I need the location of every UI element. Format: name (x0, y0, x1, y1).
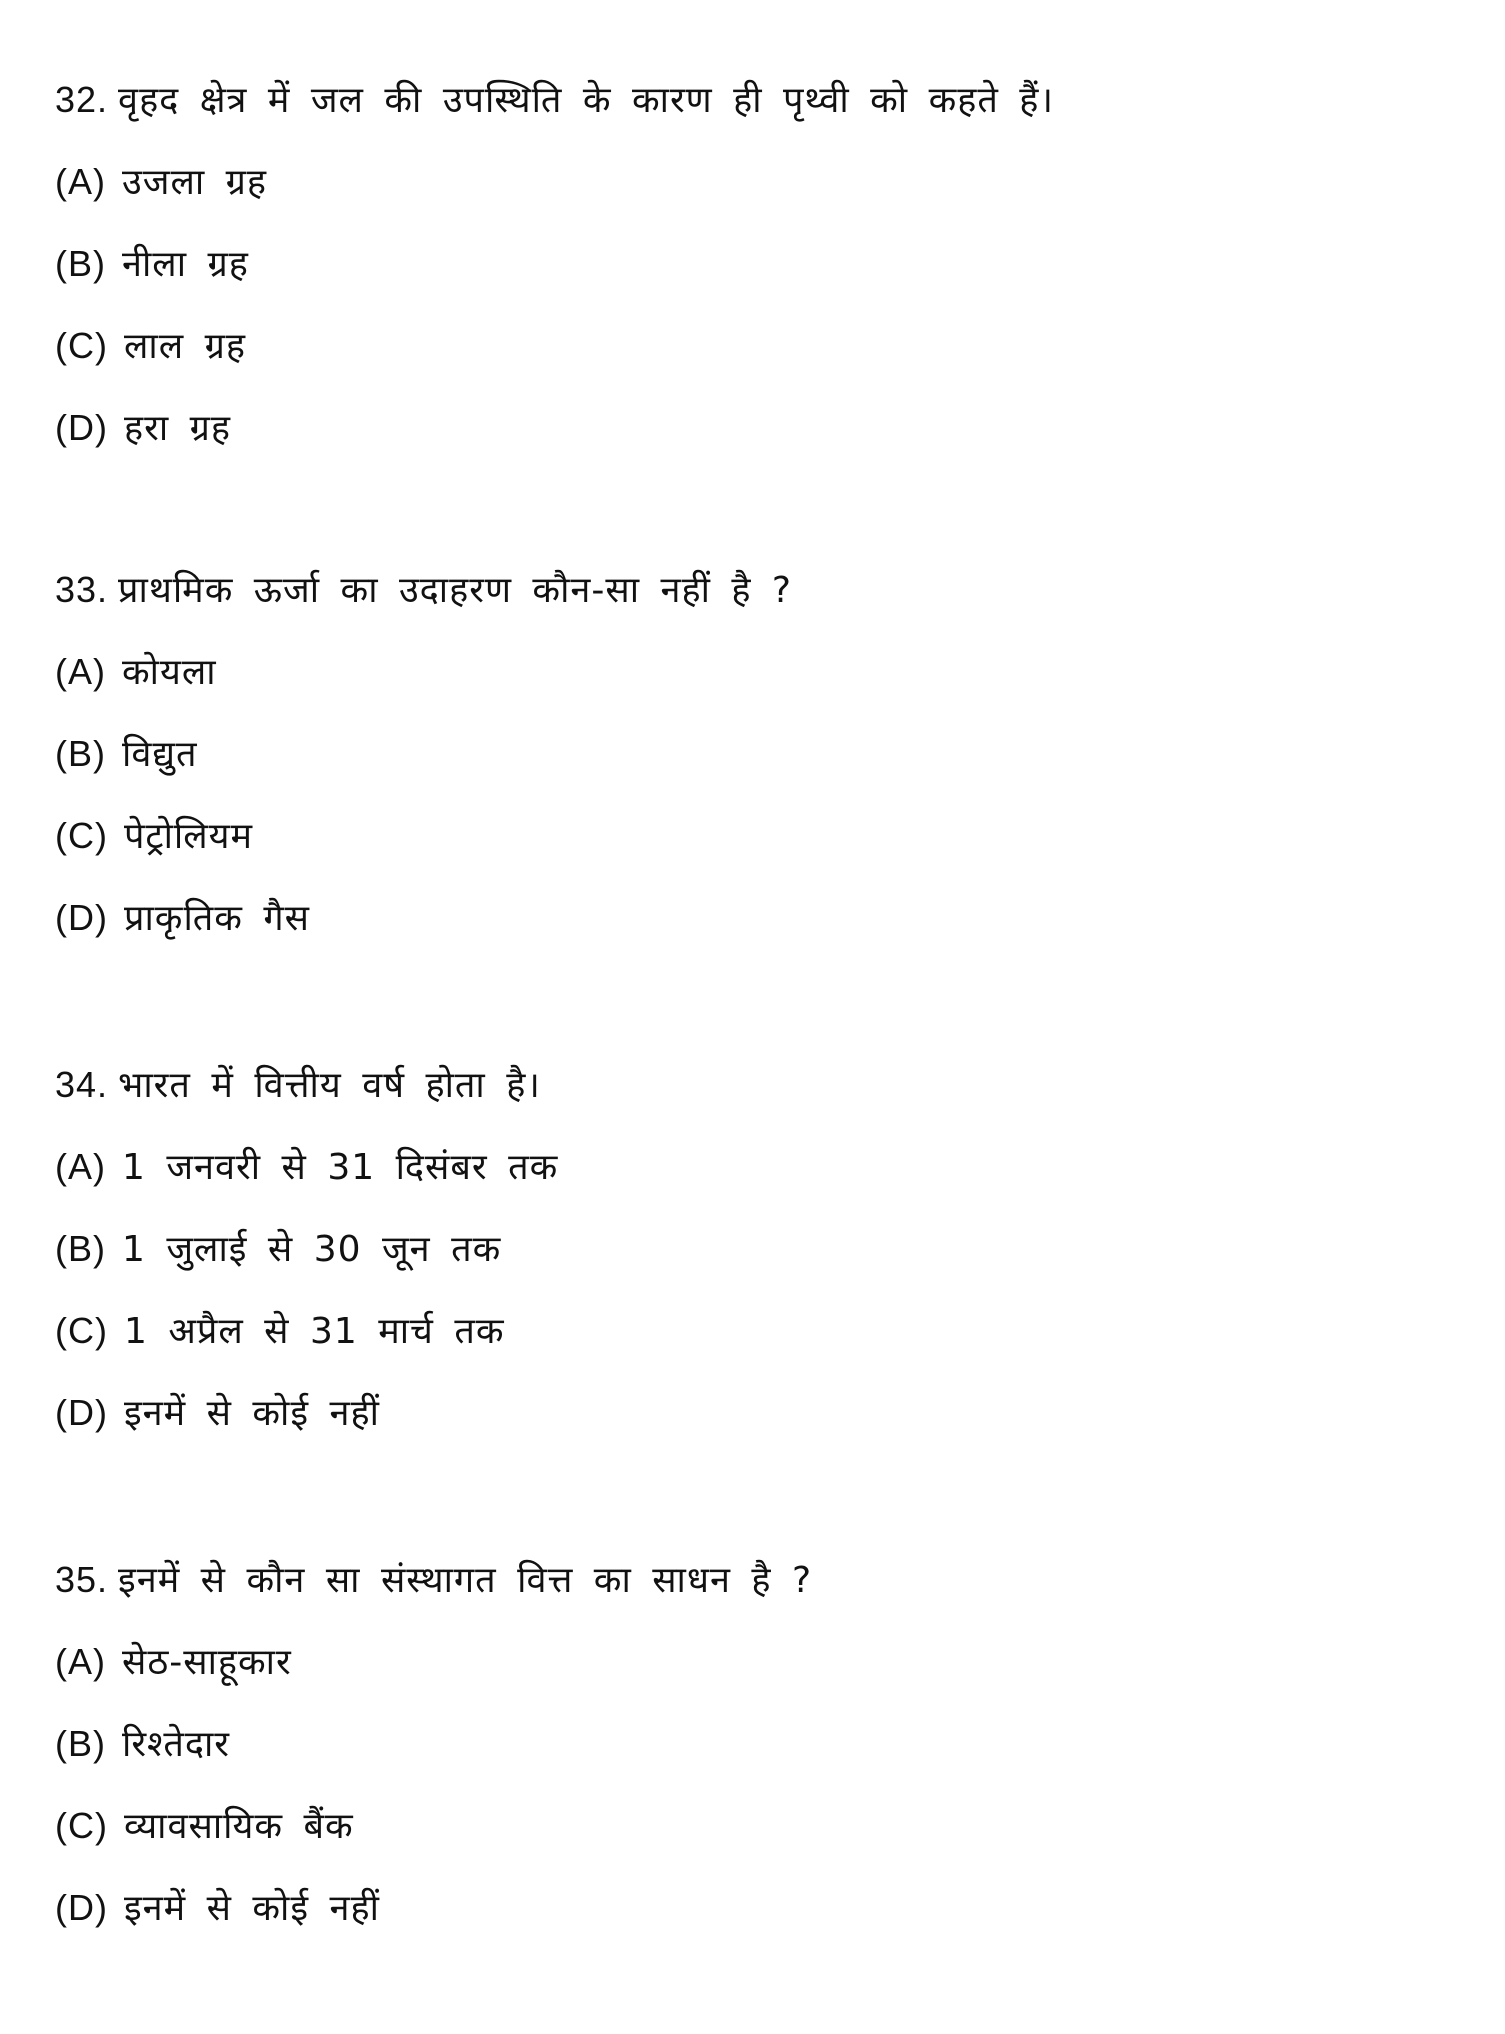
option-text: हरा ग्रह (123, 408, 232, 449)
option-text: इनमें से कोई नहीं (123, 1888, 380, 1929)
option-key: (C) (55, 1805, 108, 1846)
option-c[interactable] (55, 1785, 1455, 1867)
option-key: (A) (55, 1146, 106, 1187)
question-stem (55, 549, 1455, 631)
question-35 (55, 1539, 1455, 1949)
option-text: लाल ग्रह (123, 326, 246, 367)
option-key: (C) (55, 815, 108, 856)
option-b[interactable] (55, 223, 1455, 305)
option-text: व्यावसायिक बैंक (123, 1806, 354, 1847)
question-text: वृहद क्षेत्र में जल की उपस्थिति के कारण ही पृथ्वी को कहते हैं। (118, 80, 1055, 121)
option-a[interactable] (55, 631, 1455, 713)
question-text: प्राथमिक ऊर्जा का उदाहरण कौन-सा नहीं है ? (118, 570, 793, 611)
option-text: पेट्रोलियम (123, 816, 254, 857)
question-number: 33. (55, 569, 109, 610)
option-text: 1 जुलाई से 30 जून तक (122, 1229, 502, 1270)
option-d[interactable] (55, 877, 1455, 959)
option-b[interactable] (55, 713, 1455, 795)
option-key: (D) (55, 1392, 108, 1433)
option-c[interactable] (55, 1290, 1455, 1372)
option-text: नीला ग्रह (122, 244, 249, 285)
question-stem (55, 1539, 1455, 1621)
option-text: विद्युत (122, 734, 198, 775)
option-c[interactable] (55, 305, 1455, 387)
option-key: (D) (55, 1887, 108, 1928)
option-a[interactable] (55, 1621, 1455, 1703)
option-key: (C) (55, 325, 108, 366)
option-text: रिश्तेदार (122, 1724, 231, 1765)
option-text: इनमें से कोई नहीं (123, 1393, 380, 1434)
question-number: 32. (55, 79, 109, 120)
option-text: 1 जनवरी से 31 दिसंबर तक (122, 1147, 559, 1188)
option-a[interactable] (55, 1126, 1455, 1208)
question-33 (55, 549, 1455, 959)
option-d[interactable] (55, 1867, 1455, 1949)
question-number: 35. (55, 1559, 109, 1600)
option-key: (D) (55, 407, 108, 448)
option-key: (B) (55, 1723, 106, 1764)
option-d[interactable] (55, 1372, 1455, 1454)
question-number: 34. (55, 1064, 109, 1105)
option-key: (B) (55, 1228, 106, 1269)
option-text: प्राकृतिक गैस (123, 898, 310, 939)
option-key: (D) (55, 897, 108, 938)
option-d[interactable] (55, 387, 1455, 469)
option-text: उजला ग्रह (122, 162, 268, 203)
option-key: (A) (55, 651, 106, 692)
question-text: इनमें से कौन सा संस्थागत वित्त का साधन है ? (118, 1560, 813, 1601)
option-c[interactable] (55, 795, 1455, 877)
option-key: (B) (55, 243, 106, 284)
option-key: (A) (55, 161, 106, 202)
question-stem (55, 59, 1455, 141)
question-text: भारत में वित्तीय वर्ष होता है। (118, 1065, 541, 1106)
option-text: 1 अप्रैल से 31 मार्च तक (123, 1311, 505, 1352)
option-key: (C) (55, 1310, 108, 1351)
option-a[interactable] (55, 141, 1455, 223)
option-key: (B) (55, 733, 106, 774)
option-key: (A) (55, 1641, 106, 1682)
option-text: सेठ-साहूकार (122, 1642, 292, 1683)
question-34 (55, 1044, 1455, 1454)
option-text: कोयला (122, 652, 217, 693)
question-stem (55, 1044, 1455, 1126)
option-b[interactable] (55, 1703, 1455, 1785)
option-b[interactable] (55, 1208, 1455, 1290)
question-32 (55, 59, 1455, 469)
